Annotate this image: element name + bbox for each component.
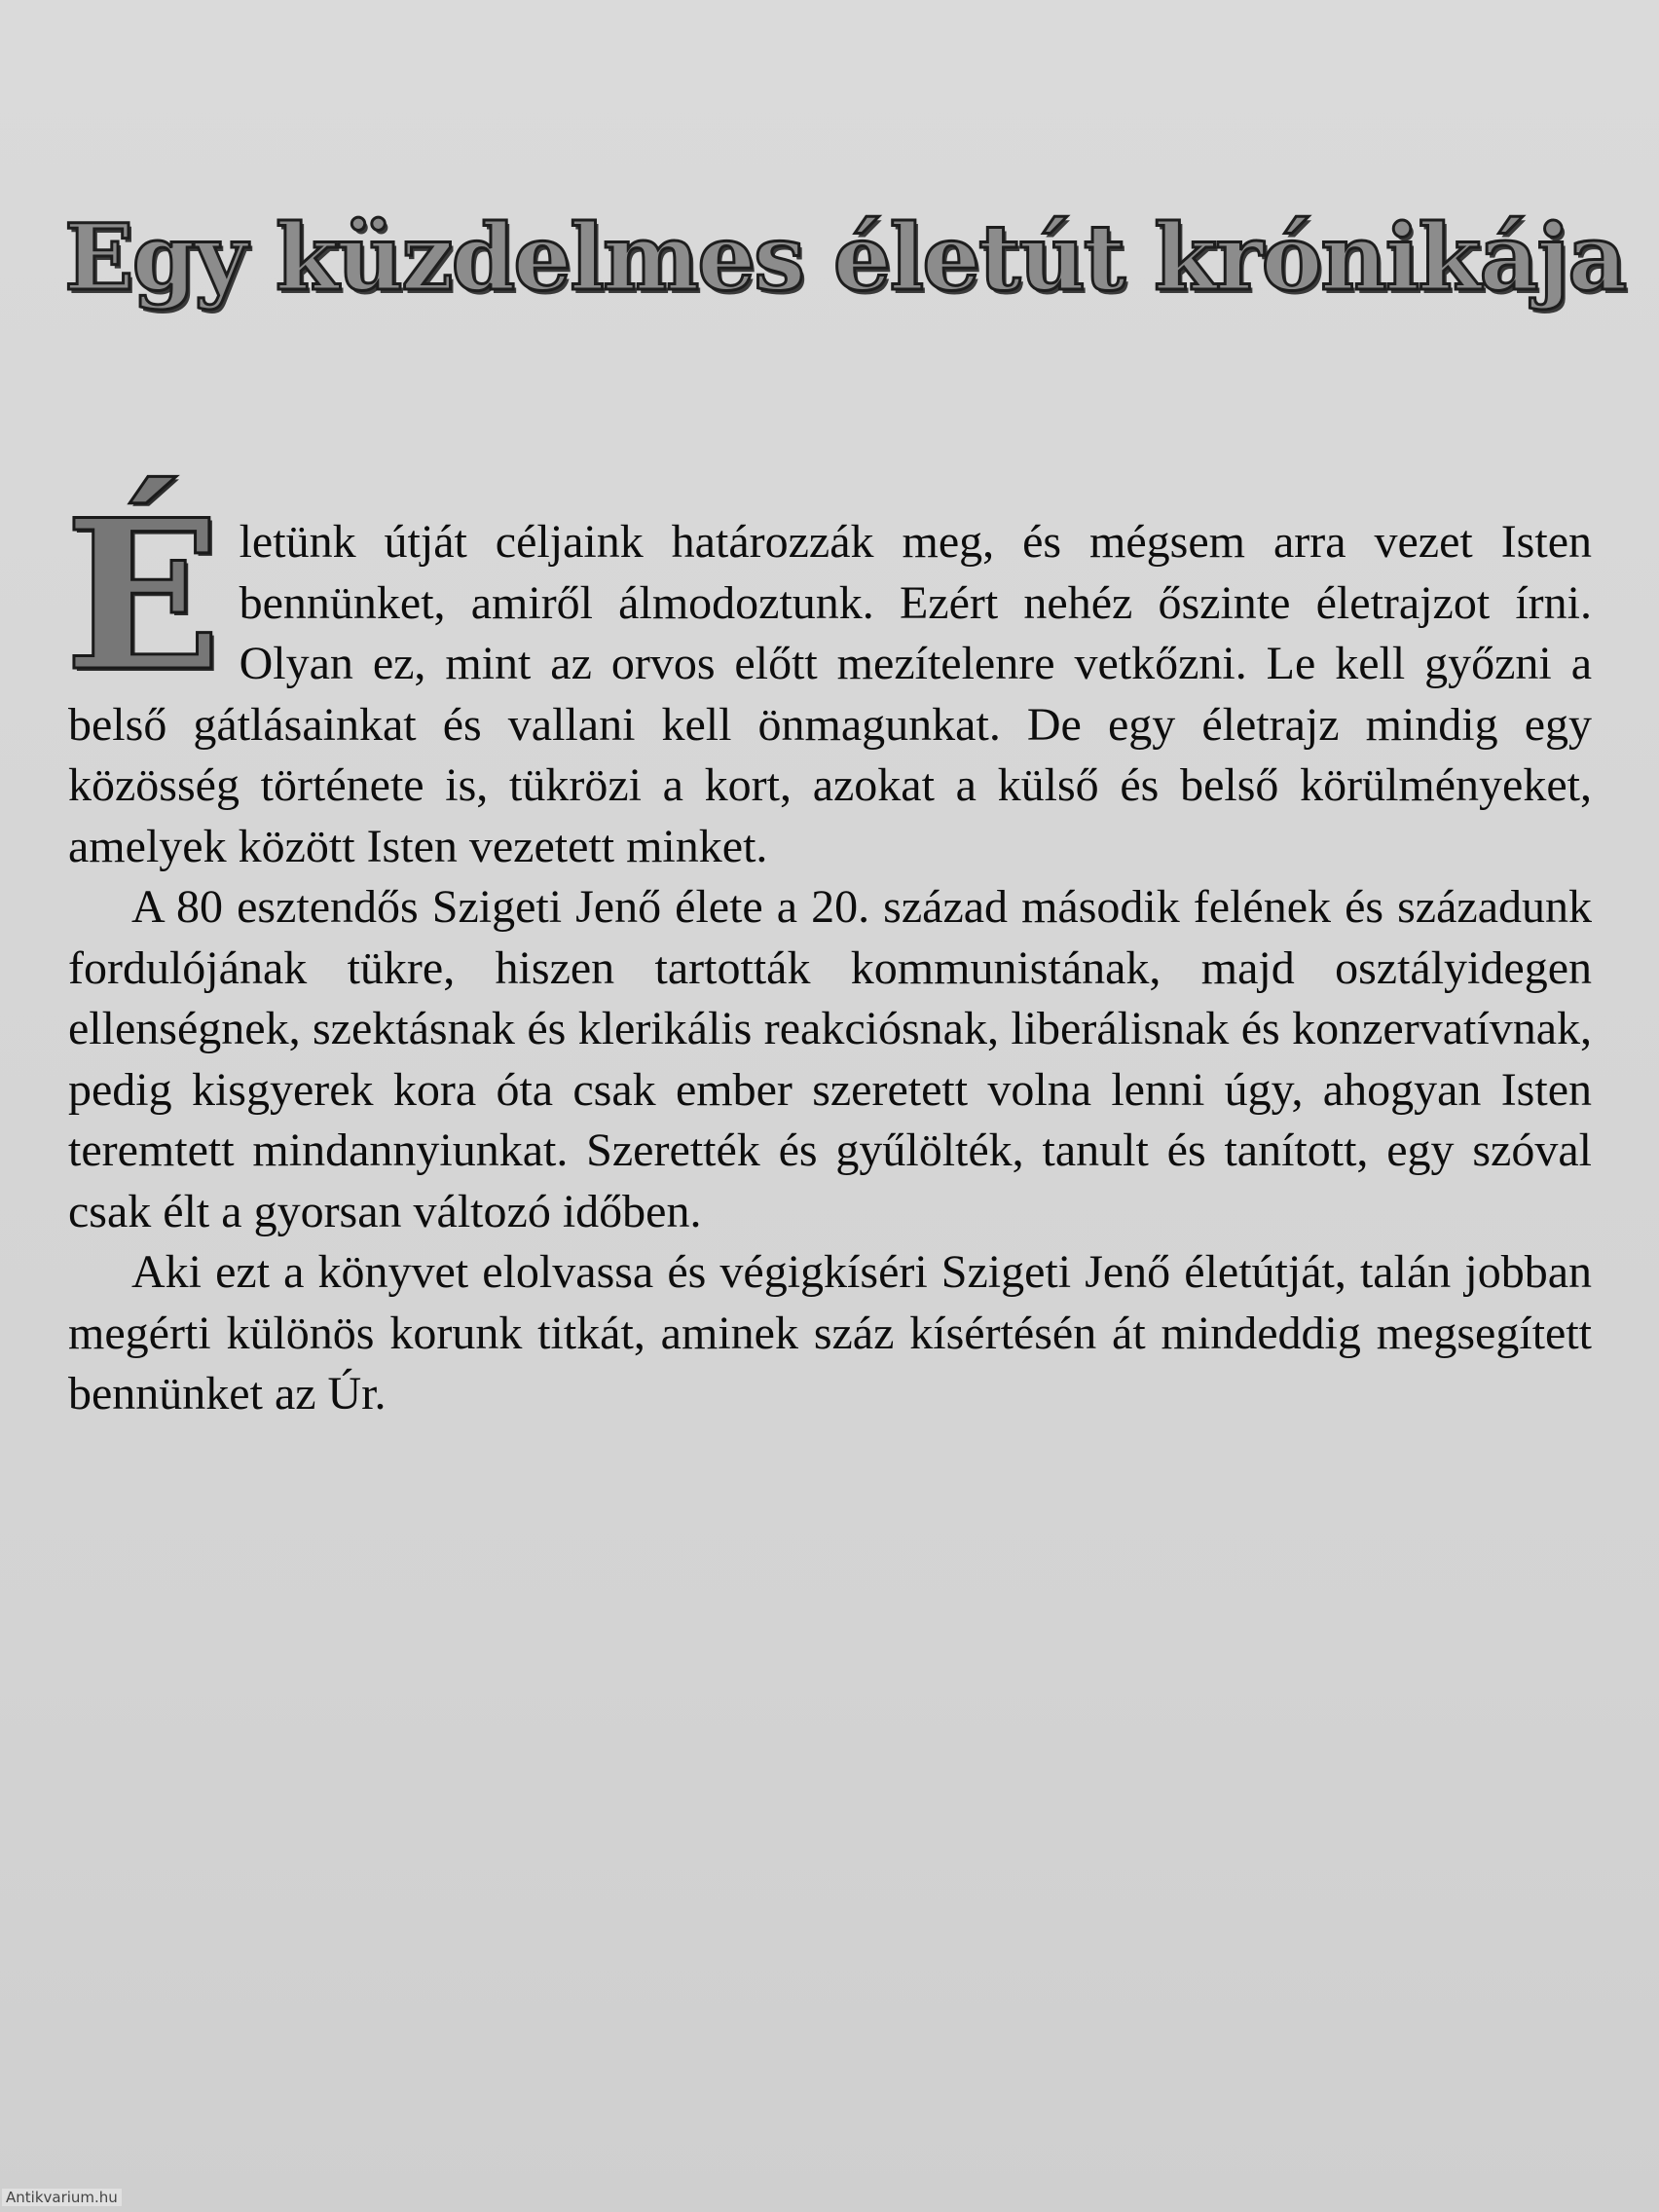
paragraph-1-text: letünk útját céljaink határozzák meg, és mégsem arra vezet Isten bennünket, amiről álmodoztunk. Ezért nehéz őszinte életrajzot írni. Olyan ez, mint az orvos előtt mezítelenre vetkőzni. Le kell győzni a belső gátlásainkat és vallani kell önmagunkat. De egy életrajz mindig egy közösség története is, tükrözi a kort, azokat a külső és belső körülményeket, amelyek között Isten vezetett minket. xyxy=(68,516,1592,872)
page-title: Egy küzdelmes életút krónikája xyxy=(64,204,1626,312)
paragraph-1 xyxy=(64,474,1592,877)
paragraph-3: Aki ezt a könyvet elolvassa és végigkíséri Szigeti Jenő életútját, talán jobban megérti különös korunk titkát, aminek száz kísértésén át mindeddig megsegített bennünket az Úr. xyxy=(68,1246,1592,1419)
drop-cap: É xyxy=(64,474,222,717)
paragraph-2: A 80 esztendős Szigeti Jenő élete a 20. század második felének és századunk fordulójának tükre, hiszen tartották kommunistának, majd osztályidegen ellenségnek, szektásnak és klerikális reakciósnak, liberálisnak és konzervatívnak, pedig kisgyerek kora óta csak ember szeretett volna lenni úgy, ahogyan Isten teremtett mindannyiunkat. Szerették és gyűlölték, tanult és tanított, egy szóval csak élt a gyorsan változó időben. xyxy=(68,881,1592,1237)
watermark: Antikvarium.hu xyxy=(2,2189,122,2206)
body-text xyxy=(64,474,1592,1425)
